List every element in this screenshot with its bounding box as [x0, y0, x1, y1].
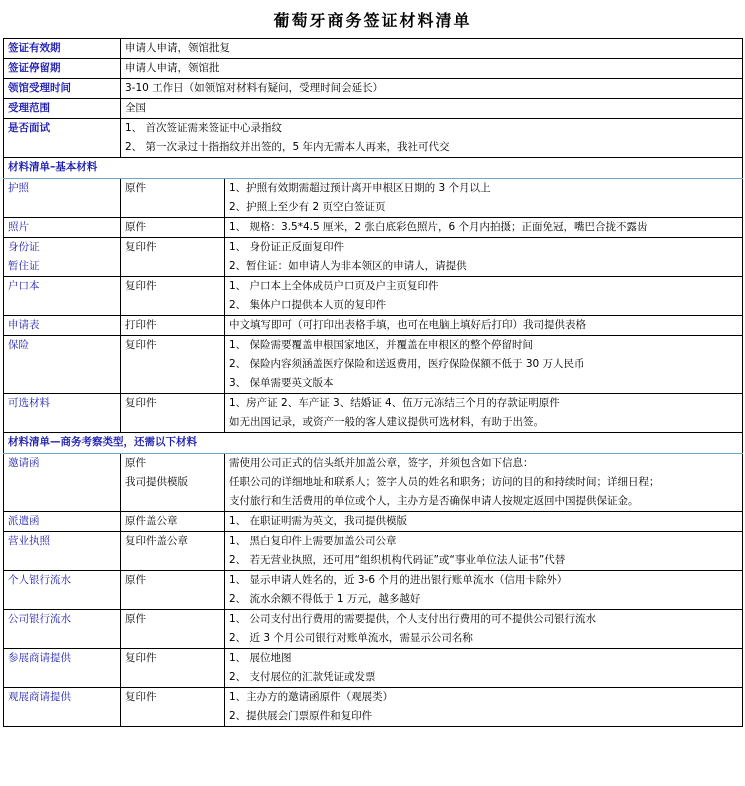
material-name — [4, 238, 121, 277]
material-name-line: 可选材料 — [8, 397, 50, 409]
material-type — [121, 394, 225, 433]
material-row — [4, 649, 743, 688]
material-name-line: 照片 — [8, 221, 29, 233]
material-row — [4, 218, 743, 238]
material-type-line: 原件 — [125, 221, 146, 233]
material-name-line: 观展商请提供 — [8, 691, 71, 703]
material-type-line: 复印件盖公章 — [125, 535, 188, 547]
material-name-line: 申请表 — [8, 319, 40, 331]
info-key: 是否面试 — [4, 119, 121, 158]
material-type — [121, 454, 225, 512]
material-row — [4, 394, 743, 433]
material-type — [121, 277, 225, 316]
info-key: 受理范围 — [4, 99, 121, 119]
material-desc-line: 2、 流水余额不得低于 1 万元，越多越好 — [229, 593, 421, 605]
material-desc-line: 1、主办方的邀请函原件（观展类） — [229, 691, 394, 703]
material-desc-line: 1、 公司支付出行费用的需要提供，个人支付出行费用的可不提供公司银行流水 — [229, 613, 597, 625]
material-type — [121, 610, 225, 649]
materials-table — [3, 38, 743, 727]
material-name-line: 身份证 — [8, 241, 40, 253]
material-desc-line: 中文填写即可（可打印出表格手填，也可在电脑上填好后打印）我司提供表格 — [229, 319, 586, 331]
material-type-line: 复印件 — [125, 652, 157, 664]
material-name-line: 公司银行流水 — [8, 613, 71, 625]
material-type-line: 复印件 — [125, 397, 157, 409]
material-name — [4, 512, 121, 532]
material-desc-line: 1、护照有效期需超过预计离开申根区日期的 3 个月以上 — [229, 182, 491, 194]
material-desc-line: 如无出国记录，或资产一般的客人建议提供可选材料，有助于出签。 — [229, 416, 544, 428]
info-value-line: 申请人申请，领馆批复 — [125, 42, 230, 54]
info-value — [121, 79, 743, 99]
material-desc — [225, 316, 743, 336]
material-desc — [225, 571, 743, 610]
material-row — [4, 512, 743, 532]
info-value-line: 1、 首次签证需来签证中心录指纹 — [125, 122, 283, 134]
material-name-line: 暂住证 — [8, 260, 40, 272]
material-type-line: 我司提供模版 — [125, 476, 188, 488]
material-name-line: 个人银行流水 — [8, 574, 71, 586]
material-desc-line: 1、 显示申请人姓名的，近 3-6 个月的进出银行账单流水（信用卡除外） — [229, 574, 568, 586]
material-type — [121, 218, 225, 238]
material-desc-line: 3、 保单需要英文版本 — [229, 377, 334, 389]
info-value-line: 2、 第一次录过十指指纹并出签的，5 年内无需本人再来，我社可代交 — [125, 141, 450, 153]
material-type-line: 原件盖公章 — [125, 515, 178, 527]
material-desc-line: 2、 保险内容须涵盖医疗保险和送返费用，医疗保险保额不低于 30 万人民币 — [229, 358, 585, 370]
material-desc-line: 1、 黑白复印件上需要加盖公司公章 — [229, 535, 397, 547]
material-type-line: 原件 — [125, 613, 146, 625]
material-desc — [225, 179, 743, 218]
material-desc — [225, 512, 743, 532]
material-name-line: 户口本 — [8, 280, 40, 292]
info-key: 领馆受理时间 — [4, 79, 121, 99]
material-name-line: 邀请函 — [8, 457, 40, 469]
section-header — [4, 433, 743, 454]
material-desc — [225, 610, 743, 649]
material-type-line: 复印件 — [125, 280, 157, 292]
material-desc-line: 2、 近 3 个月公司银行对账单流水，需显示公司名称 — [229, 632, 473, 644]
material-desc-line: 1、 在职证明需为英文，我司提供模版 — [229, 515, 408, 527]
material-row — [4, 277, 743, 316]
material-desc — [225, 218, 743, 238]
material-name — [4, 316, 121, 336]
material-row — [4, 316, 743, 336]
material-type — [121, 336, 225, 394]
material-name — [4, 277, 121, 316]
material-row — [4, 238, 743, 277]
material-desc-line: 2、 支付展位的汇款凭证或发票 — [229, 671, 376, 683]
material-name — [4, 649, 121, 688]
info-row — [4, 119, 743, 158]
material-name — [4, 454, 121, 512]
material-name — [4, 179, 121, 218]
material-row — [4, 571, 743, 610]
material-desc-line: 1、 保险需要覆盖申根国家地区，并覆盖在申根区的整个停留时间 — [229, 339, 534, 351]
material-row — [4, 688, 743, 727]
section-title: 材料清单—商务考察类型，还需以下材料 — [4, 433, 743, 454]
material-desc-line: 1、 展位地图 — [229, 652, 292, 664]
material-desc-line: 需使用公司正式的信头纸并加盖公章，签字，并须包含如下信息： — [229, 457, 534, 469]
material-desc — [225, 532, 743, 571]
material-name-line: 派遣函 — [8, 515, 40, 527]
material-name-line: 营业执照 — [8, 535, 50, 547]
material-type-line: 原件 — [125, 182, 146, 194]
material-desc-line: 1、 身份证正反面复印件 — [229, 241, 345, 253]
material-row — [4, 336, 743, 394]
material-name — [4, 394, 121, 433]
material-desc-line: 2、提供展会门票原件和复印件 — [229, 710, 373, 722]
material-type — [121, 571, 225, 610]
info-row — [4, 79, 743, 99]
info-key: 签证停留期 — [4, 59, 121, 79]
info-value — [121, 99, 743, 119]
material-type — [121, 512, 225, 532]
material-type — [121, 532, 225, 571]
material-desc — [225, 649, 743, 688]
material-desc-line: 任职公司的详细地址和联系人；签字人员的姓名和职务；访问的目的和持续时间；详细日程； — [229, 476, 660, 488]
material-desc-line: 1、 规格：3.5*4.5 厘米，2 张白底彩色照片，6 个月内拍摄；正面免冠，嘴巴合拢不露齿 — [229, 221, 648, 233]
material-name — [4, 218, 121, 238]
material-name — [4, 532, 121, 571]
info-row — [4, 39, 743, 59]
info-row — [4, 59, 743, 79]
material-desc — [225, 688, 743, 727]
material-desc-line: 2、 集体户口提供本人页的复印件 — [229, 299, 387, 311]
material-row — [4, 532, 743, 571]
material-row — [4, 454, 743, 512]
material-name — [4, 610, 121, 649]
section-title: 材料清单–基本材料 — [4, 158, 743, 179]
material-name — [4, 336, 121, 394]
material-name-line: 护照 — [8, 182, 29, 194]
info-value — [121, 119, 743, 158]
material-type — [121, 238, 225, 277]
material-type — [121, 316, 225, 336]
info-key: 签证有效期 — [4, 39, 121, 59]
material-type-line: 复印件 — [125, 691, 157, 703]
material-desc — [225, 238, 743, 277]
material-desc-line: 2、护照上至少有 2 页空白签证页 — [229, 201, 386, 213]
info-value-line: 申请人申请，领馆批 — [125, 62, 220, 74]
material-type-line: 复印件 — [125, 241, 157, 253]
material-desc — [225, 394, 743, 433]
info-value-line: 全国 — [125, 102, 146, 114]
material-row — [4, 179, 743, 218]
page-title: 葡萄牙商务签证材料清单 — [273, 11, 472, 30]
info-row — [4, 99, 743, 119]
material-type — [121, 649, 225, 688]
material-desc-line: 支付旅行和生活费用的单位或个人，主办方是否确保申请人按规定返回中国提供保证金。 — [229, 495, 639, 507]
material-name — [4, 688, 121, 727]
material-type — [121, 688, 225, 727]
material-type-line: 打印件 — [125, 319, 157, 331]
material-type-line: 原件 — [125, 457, 146, 469]
section-header — [4, 158, 743, 179]
info-value-line: 3-10 工作日（如领馆对材料有疑问，受理时间会延长） — [125, 82, 384, 94]
material-row — [4, 610, 743, 649]
material-type — [121, 179, 225, 218]
material-name — [4, 571, 121, 610]
material-desc-line: 1、 户口本上全体成员户口页及户主页复印件 — [229, 280, 439, 292]
material-desc — [225, 336, 743, 394]
material-type-line: 复印件 — [125, 339, 157, 351]
material-desc — [225, 277, 743, 316]
material-desc-line: 2、暂住证：如申请人为非本领区的申请人，请提供 — [229, 260, 467, 272]
material-desc — [225, 454, 743, 512]
material-desc-line: 2、 若无营业执照，还可用“组织机构代码证”或“事业单位法人证书”代替 — [229, 554, 566, 566]
material-type-line: 原件 — [125, 574, 146, 586]
material-name-line: 参展商请提供 — [8, 652, 71, 664]
info-value — [121, 59, 743, 79]
material-desc-line: 1、房产证 2、车产证 3、结婚证 4、伍万元冻结三个月的存款证明原件 — [229, 397, 560, 409]
material-name-line: 保险 — [8, 339, 29, 351]
info-value — [121, 39, 743, 59]
